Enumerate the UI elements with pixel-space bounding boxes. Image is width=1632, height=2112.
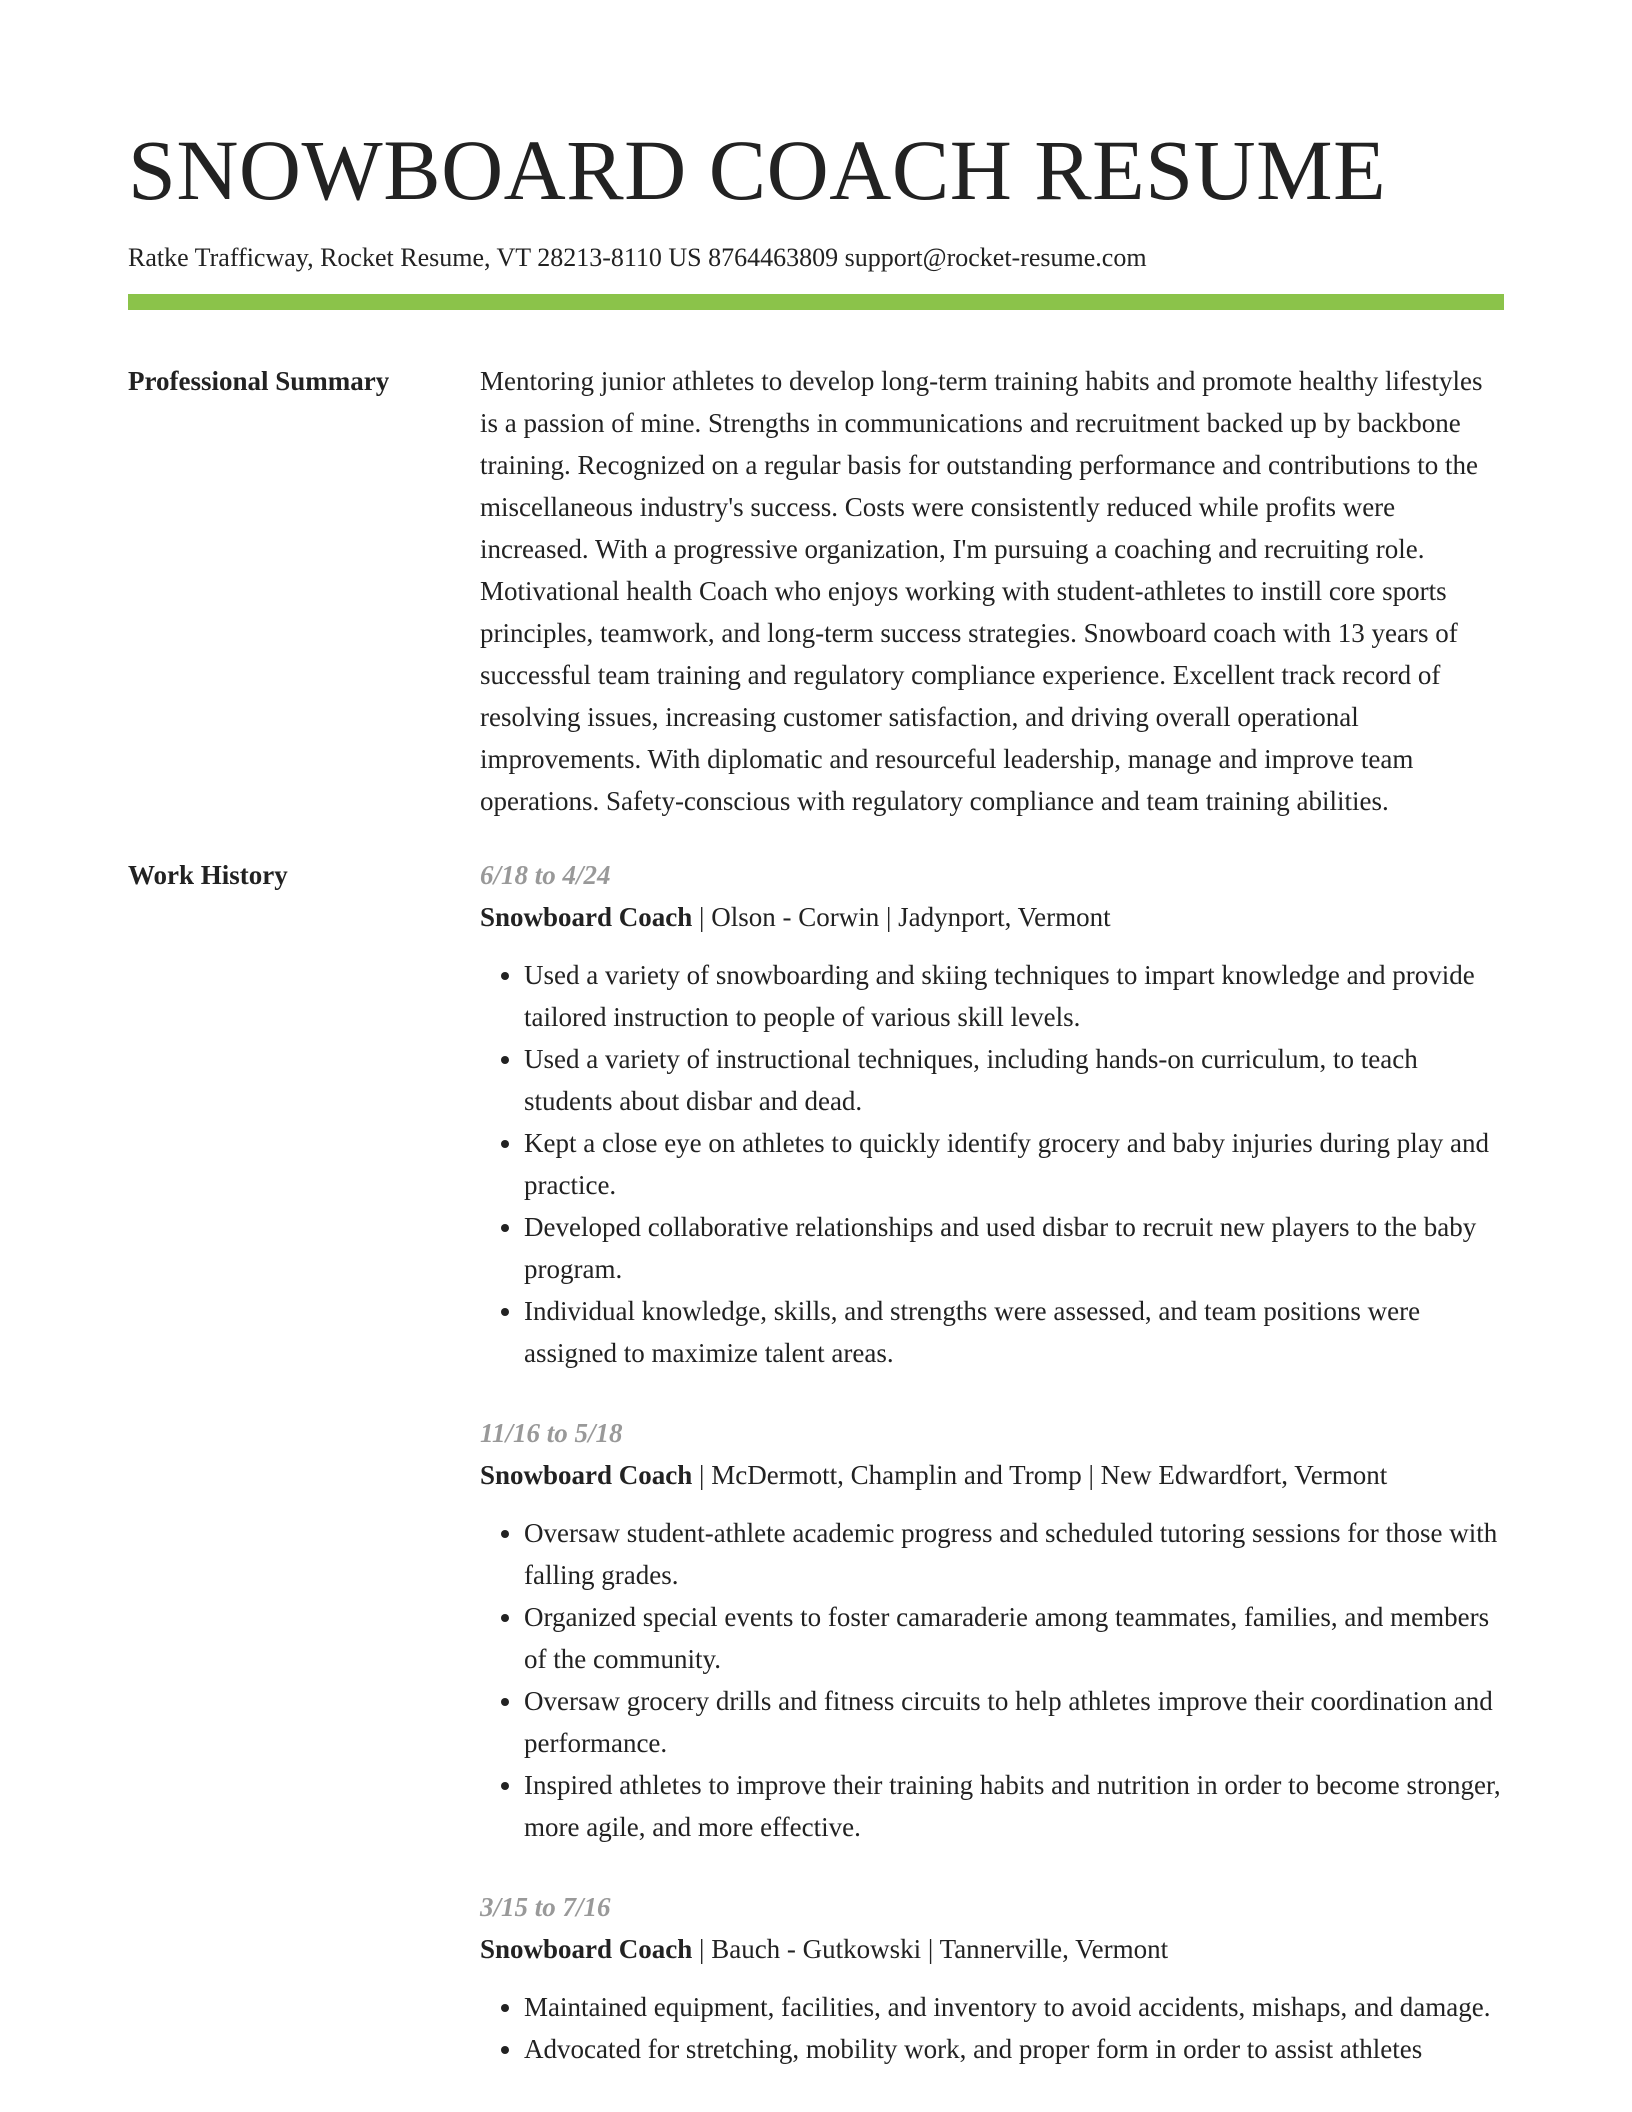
section-label-summary: Professional Summary bbox=[128, 366, 390, 396]
resume-page bbox=[128, 0, 1504, 2108]
section-label-work-history: Work History bbox=[128, 860, 288, 890]
professional-summary-section bbox=[128, 360, 1504, 822]
job-bullet: • Advocated for stretching, mobility work, and proper form in order to assist athletes bbox=[524, 2028, 1504, 2070]
job-bullet: • Oversaw student-athlete academic progress and scheduled tutoring sessions for those with falling grades. bbox=[524, 1512, 1504, 1596]
summary-text: Mentoring junior athletes to develop long-term training habits and promote healthy lifestyles is a passion of mine. Strengths in communications and recruitment backed up by backbone training. Recognized on a regular basis for outstanding performance and contributions to the miscellaneous industry's success. Costs were consistently reduced while profits were increased. With a progressive organization, I'm pursuing a coaching and recruiting role. Motivational health Coach who enjoys working with student-athletes to instill core sports principles, teamwork, and long-term success strategies. Snowboard coach with 13 years of successful team training and regulatory compliance experience. Excellent track record of resolving issues, increasing customer satisfaction, and driving overall operational improvements. With diplomatic and resourceful leadership, manage and improve team operations. Safety-conscious with regulatory compliance and team training abilities. bbox=[480, 366, 1483, 816]
job-heading bbox=[480, 896, 1504, 938]
job-bullet: • Maintained equipment, facilities, and inventory to avoid accidents, mishaps, and damage. bbox=[524, 1986, 1504, 2028]
job-heading bbox=[480, 1454, 1504, 1496]
job-bullet: • Used a variety of instructional techniques, including hands-on curriculum, to teach students about disbar and dead. bbox=[524, 1038, 1504, 1122]
job-entry bbox=[480, 854, 1504, 1374]
accent-divider bbox=[128, 294, 1504, 310]
job-bullet: • Individual knowledge, skills, and strengths were assessed, and team positions were assigned to maximize talent areas. bbox=[524, 1290, 1504, 1374]
contact-line: Ratke Trafficway, Rocket Resume, VT 28213-8110 US 8764463809 support@rocket-resume.com bbox=[128, 243, 1147, 272]
summary-body bbox=[480, 360, 1504, 822]
job-details: | McDermott, Champlin and Tromp | New Edwardfort, Vermont bbox=[692, 1460, 1388, 1490]
job-entry bbox=[480, 1412, 1504, 1848]
job-bullet: • Kept a close eye on athletes to quickly identify grocery and baby injuries during play and practice. bbox=[524, 1122, 1504, 1206]
job-details: | Bauch - Gutkowski | Tannerville, Vermont bbox=[692, 1934, 1169, 1964]
work-history-body bbox=[480, 854, 1504, 2108]
job-title: Snowboard Coach bbox=[480, 1460, 693, 1490]
job-bullet: • Used a variety of snowboarding and skiing techniques to impart knowledge and provide tailored instruction to people of various skill levels. bbox=[524, 954, 1504, 1038]
job-entry bbox=[480, 1886, 1504, 2070]
job-bullet: • Organized special events to foster camaraderie among teammates, families, and members of the community. bbox=[524, 1596, 1504, 1680]
job-bullet: • Oversaw grocery drills and fitness circuits to help athletes improve their coordination and performance. bbox=[524, 1680, 1504, 1764]
job-dates: 11/16 to 5/18 bbox=[480, 1418, 623, 1448]
job-bullet-list bbox=[480, 954, 1504, 1374]
resume-title: SNOWBOARD COACH RESUME bbox=[128, 122, 1387, 218]
job-details: | Olson - Corwin | Jadynport, Vermont bbox=[692, 902, 1111, 932]
job-bullet: • Inspired athletes to improve their training habits and nutrition in order to become stronger, more agile, and more effective. bbox=[524, 1764, 1504, 1848]
job-dates: 6/18 to 4/24 bbox=[480, 860, 611, 890]
job-title: Snowboard Coach bbox=[480, 902, 693, 932]
job-dates: 3/15 to 7/16 bbox=[480, 1892, 611, 1922]
job-bullet-list bbox=[480, 1512, 1504, 1848]
work-history-section bbox=[128, 854, 1504, 2108]
job-heading bbox=[480, 1928, 1504, 1970]
job-bullet: • Developed collaborative relationships and used disbar to recruit new players to the baby program. bbox=[524, 1206, 1504, 1290]
job-bullet-list bbox=[480, 1986, 1504, 2070]
job-title: Snowboard Coach bbox=[480, 1934, 693, 1964]
